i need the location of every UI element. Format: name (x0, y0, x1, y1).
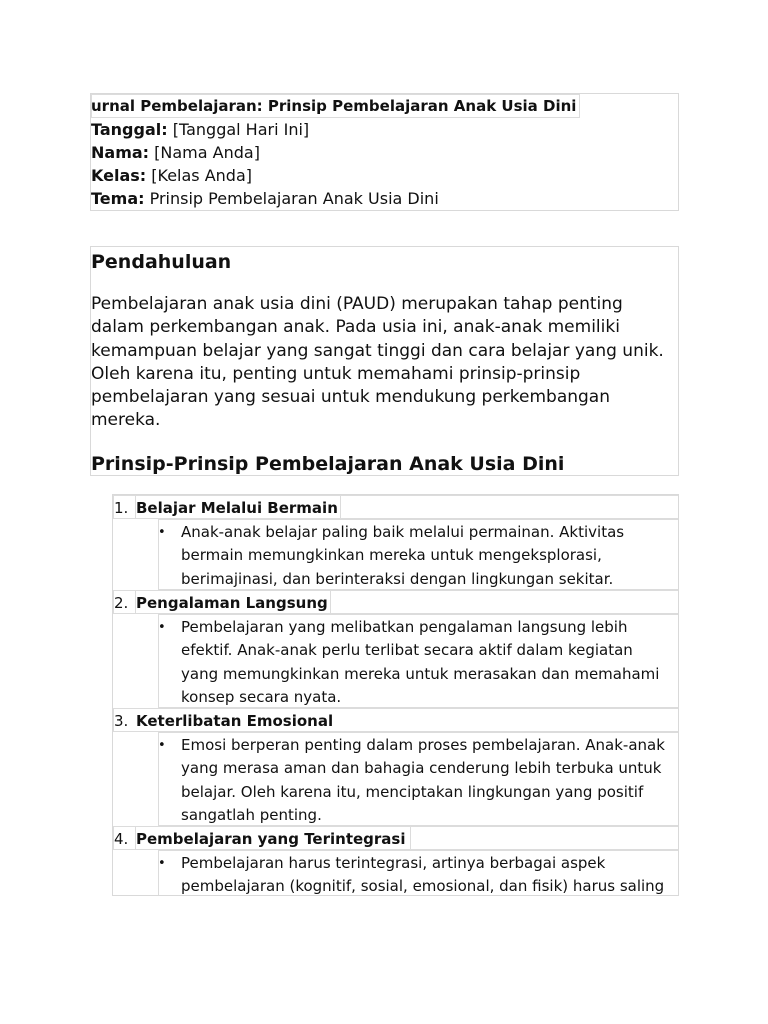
principle-title: Keterlibatan Emosional (136, 712, 334, 730)
name-label: Nama: (91, 143, 150, 162)
date-label: Tanggal: (91, 120, 168, 139)
principle-description: Emosi berperan penting dalam proses pembelajaran. Anak-anak yang merasa aman dan bahagia cenderung lebih terbuka untuk belajar. Oleh karena itu, menciptakan lingkungan yang positif sangatlah penting. (181, 736, 665, 824)
name-field (91, 141, 260, 164)
principle-title: Pengalaman Langsung (136, 594, 328, 612)
principles-list (112, 494, 679, 896)
introduction-paragraph: Pembelajaran anak usia dini (PAUD) merupakan tahap penting dalam perkembangan anak. Pada usia ini, anak-anak memiliki kemampuan belajar yang sangat tinggi dan cara belajar yang unik. Oleh karena itu, penting untuk memahami prinsip-prinsip pembelajaran yang sesuai untuk mendukung perkembangan mereka. (91, 294, 664, 431)
principle-description: Pembelajaran yang melibatkan pengalaman langsung lebih efektif. Anak-anak perlu terlibat secara aktif dalam kegiatan yang memungkinkan mereka untuk merasakan dan memahami konsep secara nyata. (181, 618, 660, 706)
journal-title: urnal Pembelajaran: Prinsip Pembelajaran Anak Usia Dini (91, 97, 577, 115)
list-number: 1. (114, 499, 129, 517)
journal-header (90, 93, 679, 211)
introduction-heading: Pendahuluan (91, 251, 232, 273)
class-value: [Kelas Anda] (151, 166, 253, 185)
class-field (91, 164, 252, 187)
date-field (91, 118, 309, 141)
principles-heading: Prinsip-Prinsip Pembelajaran Anak Usia Dini (91, 453, 565, 475)
list-number: 4. (114, 830, 129, 848)
principle-description: Anak-anak belajar paling baik melalui permainan. Aktivitas bermain memungkinkan mereka untuk mengeksplorasi, berimajinasi, dan berinteraksi dengan lingkungan sekitar. (181, 523, 625, 588)
date-value: [Tanggal Hari Ini] (172, 120, 310, 139)
class-label: Kelas: (91, 166, 147, 185)
bullet-icon: • (158, 525, 166, 540)
name-value: [Nama Anda] (154, 143, 260, 162)
bullet-icon: • (158, 856, 166, 871)
bullet-icon: • (158, 738, 166, 753)
list-number: 2. (114, 594, 129, 612)
theme-field (91, 187, 439, 210)
theme-label: Tema: (91, 189, 145, 208)
theme-value: Prinsip Pembelajaran Anak Usia Dini (149, 189, 439, 208)
introduction-section (90, 246, 679, 476)
principle-description: Pembelajaran harus terintegrasi, artinya berbagai aspek pembelajaran (kognitif, sosial, emosional, dan fisik) harus saling (181, 854, 665, 896)
principle-title: Belajar Melalui Bermain (136, 499, 338, 517)
bullet-icon: • (158, 620, 166, 635)
list-number: 3. (114, 712, 129, 730)
principle-title: Pembelajaran yang Terintegrasi (136, 830, 406, 848)
